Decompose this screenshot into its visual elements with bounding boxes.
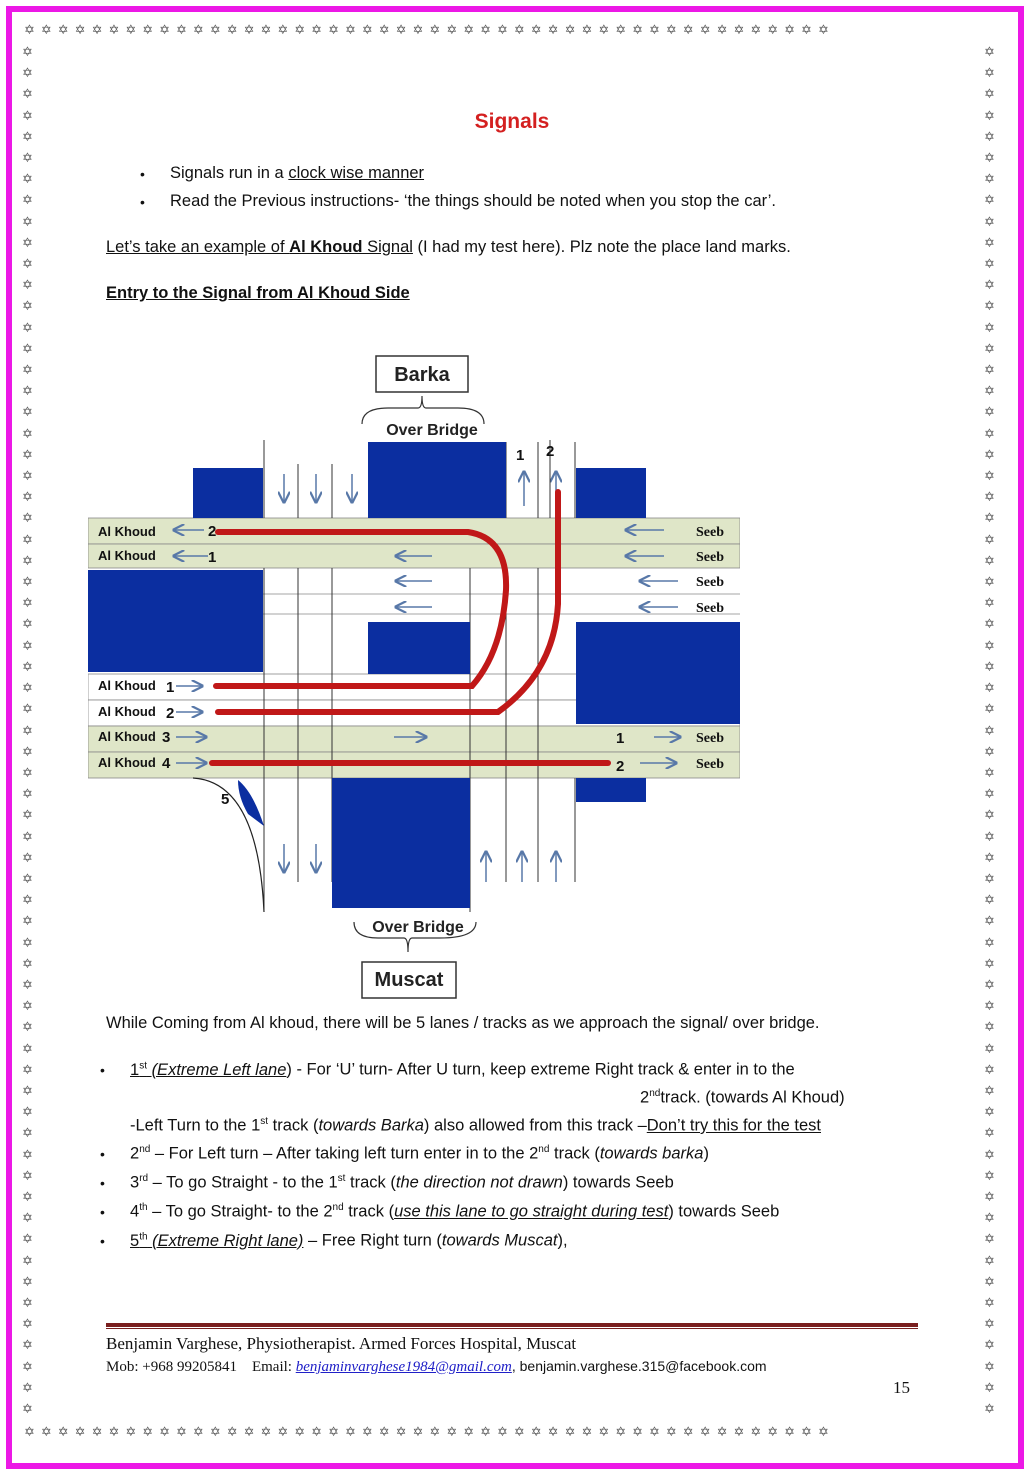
bullet: • (100, 1146, 105, 1162)
decorative-border-left: ✡ ✡ ✡ ✡ ✡ ✡ ✡ ✡ ✡ ✡ ✡ ✡ ✡ ✡ ✡ ✡ ✡ ✡ ✡ ✡ ✡ ✡ ✡ ✡ ✡ ✡ ✡ ✡ ✡ ✡ ✡ ✡ ✡ ✡ ✡ ✡ ✡ ✡ ✡ ✡ ✡ ✡ ✡ ✡ ✡ ✡ ✡ ✡ ✡ ✡ ✡ ✡ ✡ ✡ ✡ ✡ ✡ ✡ ✡ ✡ ✡ ✡ ✡ ✡ ✡ (22, 45, 33, 1417)
bullet-text-1: Signals run in a clock wise manner (170, 164, 425, 182)
left-label: Al Khoud (98, 548, 156, 563)
right-label: Seeb (696, 525, 724, 540)
lane-number: 4 (162, 755, 171, 772)
track-number-top-2: 2 (546, 443, 555, 460)
footer-divider-thin (106, 1328, 918, 1329)
lane-item-4: 4th – To go Straight- to the 2nd track (use this lane to go straight during test) towards Seeb (130, 1202, 780, 1221)
section-heading: Entry to the Signal from Al Khoud Side (106, 284, 410, 302)
left-label: Al Khoud (98, 524, 156, 539)
right-label: Seeb (696, 575, 724, 590)
block-mid-center (368, 622, 470, 674)
lane-number: 3 (162, 729, 171, 746)
block-top-left (193, 468, 263, 518)
lane-number: 1 (166, 679, 175, 696)
bullet-text-2: Read the Previous instructions- ‘the things should be noted when you stop the car’. (170, 192, 776, 210)
decorative-border-right: ✡ ✡ ✡ ✡ ✡ ✡ ✡ ✡ ✡ ✡ ✡ ✡ ✡ ✡ ✡ ✡ ✡ ✡ ✡ ✡ ✡ ✡ ✡ ✡ ✡ ✡ ✡ ✡ ✡ ✡ ✡ ✡ ✡ ✡ ✡ ✡ ✡ ✡ ✡ ✡ ✡ ✡ ✡ ✡ ✡ ✡ ✡ ✡ ✡ ✡ ✡ ✡ ✡ ✡ ✡ ✡ ✡ ✡ ✡ ✡ ✡ ✡ ✡ ✡ ✡ (984, 45, 995, 1417)
footer-contact: Mob: +968 99205841 Email: benjaminvarghese1984@gmail.com, benjamin.varghese.315@facebook.com (106, 1358, 767, 1375)
right-label: Seeb (696, 757, 724, 772)
overbridge-top-block (368, 442, 506, 518)
bullet: • (100, 1175, 105, 1191)
example-line: Let’s take an example of Al Khoud Signal (I had my test here). Plz note the place land marks. (106, 238, 791, 256)
free-right-number: 5 (221, 791, 230, 808)
lane-item-1: 1st (Extreme Left lane) - For ‘U’ turn- After U turn, keep extreme Right track & enter in to the (130, 1060, 795, 1079)
bullet: • (140, 166, 145, 182)
email-link[interactable]: benjaminvarghese1984@gmail.com (295, 1359, 512, 1375)
lane-item-3: 3rd – To go Straight - to the 1st track (the direction not drawn) towards Seeb (130, 1173, 674, 1192)
overbridge-bottom-block (332, 778, 470, 908)
footer-author: Benjamin Varghese, Physiotherapist. Armed Forces Hospital, Muscat (106, 1334, 577, 1353)
lane-number: 2 (166, 705, 175, 722)
intersection-diagram (88, 352, 740, 1000)
muscat-label: Muscat (374, 969, 444, 991)
footer-mobile: Mob: +968 99205841 (106, 1359, 237, 1375)
clock-wise-link-text: clock wise manner (288, 164, 425, 182)
lane-number: 2 (208, 523, 217, 540)
bullet: • (100, 1062, 105, 1078)
page-title: Signals (474, 110, 550, 133)
top-overbridge-label: Over Bridge (386, 422, 478, 439)
left-label: Al Khoud (98, 704, 156, 719)
track-number-top-1: 1 (516, 447, 525, 464)
right-label: Seeb (696, 550, 724, 565)
lane-item-2: 2nd – For Left turn – After taking left turn enter in to the 2nd track (towards barka) (130, 1144, 709, 1163)
page-number: 15 (893, 1378, 910, 1397)
track-number-right-2: 2 (616, 758, 625, 775)
lane-number: 1 (208, 549, 217, 566)
bullet: • (100, 1233, 105, 1249)
left-label: Al Khoud (98, 729, 156, 744)
block-mid-right (576, 622, 740, 724)
block-top-right (576, 468, 646, 518)
barka-label: Barka (394, 364, 450, 386)
track-number-right-1: 1 (616, 730, 625, 747)
bullet: • (100, 1204, 105, 1220)
right-label: Seeb (696, 601, 724, 616)
lane-item-5: 5th (Extreme Right lane) – Free Right turn (towards Muscat), (130, 1231, 568, 1250)
decorative-border-top: ✡✡✡✡✡✡✡✡✡✡✡✡✡✡✡✡✡✡✡✡✡✡✡✡✡✡✡✡✡✡✡✡✡✡✡✡✡✡✡✡✡✡✡✡✡✡✡✡ (24, 23, 835, 38)
left-label: Al Khoud (98, 755, 156, 770)
decorative-border-bottom: ✡✡✡✡✡✡✡✡✡✡✡✡✡✡✡✡✡✡✡✡✡✡✡✡✡✡✡✡✡✡✡✡✡✡✡✡✡✡✡✡✡✡✡✡✡✡✡✡ (24, 1425, 835, 1440)
right-label: Seeb (696, 731, 724, 746)
bottom-overbridge-label: Over Bridge (372, 919, 464, 936)
lane-item-1-note: -Left Turn to the 1st track (towards Barka) also allowed from this track –Don’t try this for the test (130, 1116, 821, 1135)
lane-eb-3 (88, 726, 740, 752)
slip-island (238, 780, 264, 826)
block-mid-left (88, 570, 263, 672)
facebook-contact: , benjamin.varghese.315@facebook.com (511, 1358, 767, 1374)
lane-item-1-continued: 2ndtrack. (towards Al Khoud) (640, 1088, 845, 1107)
intro-paragraph: While Coming from Al khoud, there will be 5 lanes / tracks as we approach the signal/ over bridge. (106, 1014, 820, 1032)
block-bottom-right (576, 778, 646, 802)
footer-divider (106, 1323, 918, 1327)
left-label: Al Khoud (98, 678, 156, 693)
bullet: • (140, 194, 145, 210)
